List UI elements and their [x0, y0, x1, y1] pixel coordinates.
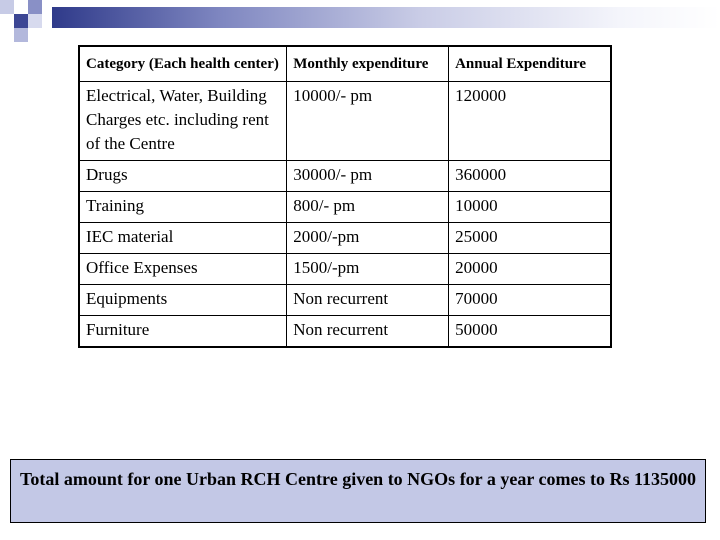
- expenditure-table: [78, 45, 612, 348]
- table-header-row: [79, 46, 611, 82]
- decor-square: [14, 14, 28, 28]
- table-row: [79, 254, 611, 285]
- cell-monthly: Non recurrent: [287, 285, 449, 316]
- table-row: [79, 161, 611, 192]
- cell-annual: 70000: [449, 285, 611, 316]
- cell-monthly: 1500/-pm: [287, 254, 449, 285]
- header-annual: Annual Expenditure: [449, 46, 611, 82]
- decor-square: [28, 0, 42, 14]
- cell-annual: 50000: [449, 316, 611, 348]
- header-category: Category (Each health center): [79, 46, 287, 82]
- cell-category: Furniture: [79, 316, 287, 348]
- cell-category: Electrical, Water, Building Charges etc. including rent of the Centre: [79, 82, 287, 161]
- cell-annual: 25000: [449, 223, 611, 254]
- cell-monthly: Non recurrent: [287, 316, 449, 348]
- total-summary-box: [10, 459, 706, 523]
- cell-monthly: 10000/- pm: [287, 82, 449, 161]
- cell-category: Training: [79, 192, 287, 223]
- cell-category: IEC material: [79, 223, 287, 254]
- table-row: [79, 285, 611, 316]
- cell-category: Drugs: [79, 161, 287, 192]
- header-band: [0, 0, 720, 34]
- table-row: [79, 192, 611, 223]
- cell-monthly: 2000/-pm: [287, 223, 449, 254]
- cell-category: Equipments: [79, 285, 287, 316]
- decor-square: [28, 14, 42, 28]
- decor-square: [28, 28, 42, 42]
- cell-annual: 120000: [449, 82, 611, 161]
- total-summary-text: Total amount for one Urban RCH Centre given to NGOs for a year comes to Rs 1135000: [20, 469, 696, 489]
- decor-square: [14, 28, 28, 42]
- decor-square: [0, 0, 14, 14]
- cell-annual: 10000: [449, 192, 611, 223]
- table-row: [79, 82, 611, 161]
- header-gradient-bar: [52, 7, 720, 28]
- cell-monthly: 800/- pm: [287, 192, 449, 223]
- cell-monthly: 30000/- pm: [287, 161, 449, 192]
- table-row: [79, 223, 611, 254]
- header-monthly: Monthly expenditure: [287, 46, 449, 82]
- table-row: [79, 316, 611, 348]
- cell-annual: 20000: [449, 254, 611, 285]
- cell-category: Office Expenses: [79, 254, 287, 285]
- cell-annual: 360000: [449, 161, 611, 192]
- decor-square: [14, 0, 28, 14]
- decor-square: [0, 14, 14, 28]
